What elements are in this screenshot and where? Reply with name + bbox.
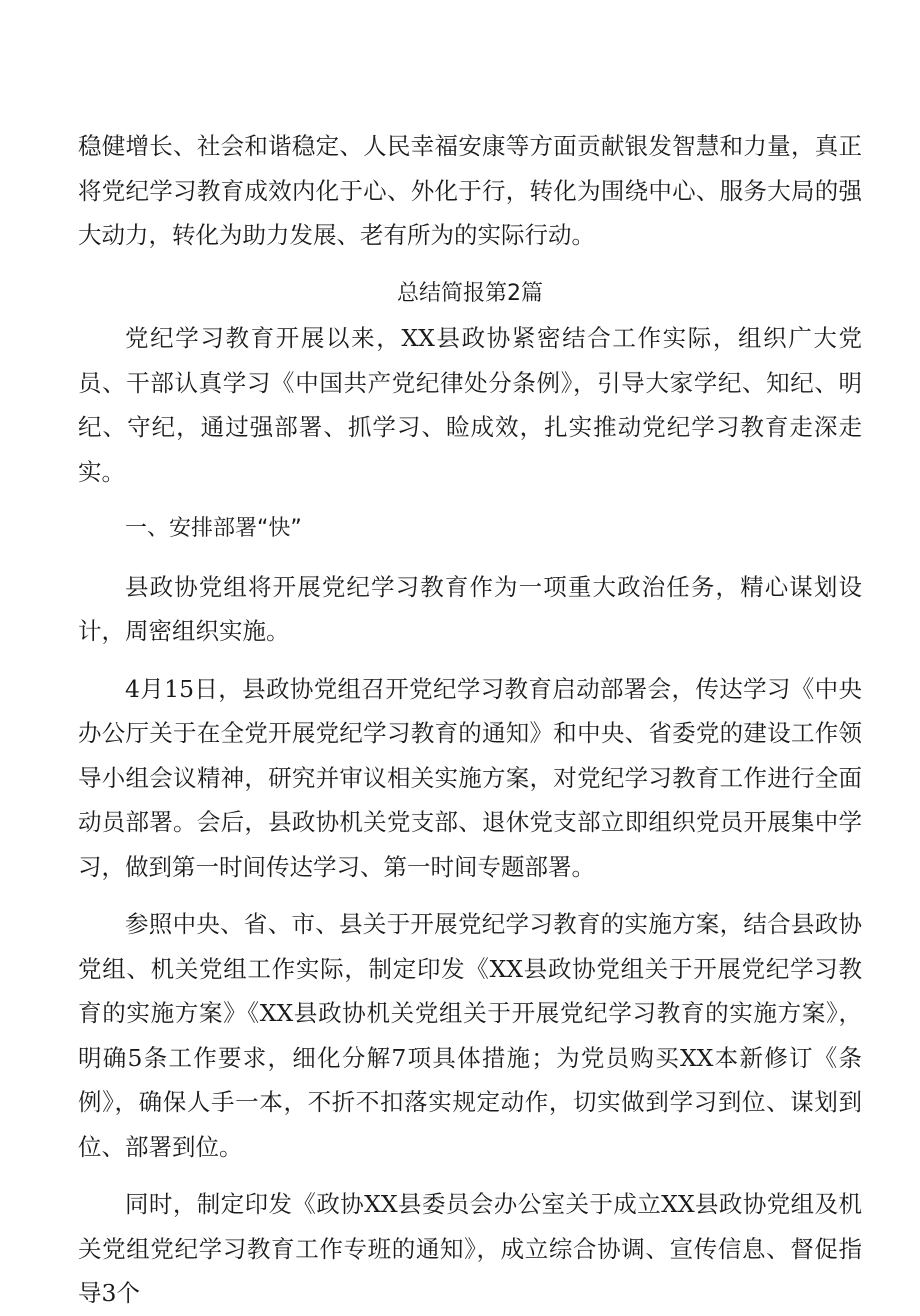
paragraph-4: 参照中央、省、市、县关于开展党纪学习教育的实施方案，结合县政协党组、机关党组工作实际，制定印发《XX县政协党组关于开展党纪学习教育的实施方案》《XX县政协机关党组关于开展党纪学习教育的实施方案》，明确5条工作要求，细化分解7项具体措施；为党员购买XX本新修订《条例》，确保人手一本，不折不扣落实规定动作，切实做到学习到位、谋划到位、部署到位。 xyxy=(78,910,862,1161)
paragraph-3: 4月15日，县政协党组召开党纪学习教育启动部署会，传达学习《中央办公厅关于在全党开展党纪学习教育的通知》和中央、省委党的建设工作领导小组会议精神，研究并审议相关实施方案，对党纪学习教育工作进行全面动员部署。会后，县政协机关党支部、退休党支部立即组织党员开展集中学习，做到第一时间传达学习、第一时间专题部署。 xyxy=(78,674,862,881)
intro-paragraph: 稳健增长、社会和谐稳定、人民幸福安康等方面贡献银发智慧和力量，真正将党纪学习教育成效内化于心、外化于行，转化为围绕中心、服务大局的强大动力，转化为助力发展、老有所为的实际行动。 xyxy=(78,132,862,249)
document-title: 总结简报第2篇 xyxy=(397,280,543,306)
paragraph-2: 县政协党组将开展党纪学习教育作为一项重大政治任务，精心谋划设计，周密组织实施。 xyxy=(78,572,862,645)
paragraph-5: 同时，制定印发《政协XX县委员会办公室关于成立XX县政协党组及机关党组党纪学习教育工作专班的通知》，成立综合协调、宣传信息、督促指导3个 xyxy=(78,1190,862,1307)
paragraph-1: 党纪学习教育开展以来，XX县政协紧密结合工作实际，组织广大党员、干部认真学习《中国共产党纪律处分条例》，引导大家学纪、知纪、明纪、守纪，通过强部署、抓学习、睑成效，扎实推动党纪学习教育走深走实。 xyxy=(78,324,862,486)
document-body xyxy=(78,124,862,1316)
section-heading-1: 一、安排部署“快” xyxy=(125,516,302,541)
